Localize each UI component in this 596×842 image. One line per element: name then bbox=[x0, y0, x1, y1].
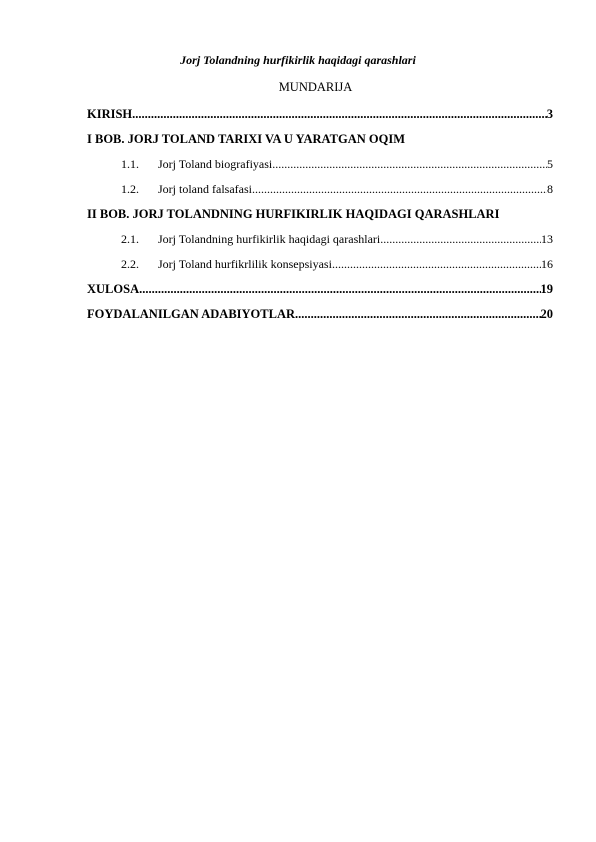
dot-leader bbox=[295, 302, 540, 327]
toc-page-number: 13 bbox=[541, 232, 553, 246]
table-of-contents bbox=[87, 102, 553, 327]
toc-heading: MUNDARIJA bbox=[278, 80, 353, 94]
toc-chapter-2 bbox=[87, 202, 553, 227]
document-title: Jorj Tolandning hurfikirlik haqidagi qarashlari bbox=[180, 53, 416, 67]
dot-leader bbox=[380, 227, 541, 252]
toc-entry-label: FOYDALANILGAN ADABIYOTLAR bbox=[87, 307, 296, 321]
toc-section-2-2 bbox=[87, 252, 553, 277]
dot-leader bbox=[139, 277, 540, 302]
toc-page-number: 8 bbox=[547, 182, 553, 196]
toc-section-number: 1.1. bbox=[121, 157, 139, 171]
dot-leader bbox=[132, 102, 547, 127]
toc-chapter-label: I BOB. JORJ TOLAND TARIXI VA U YARATGAN OQIM bbox=[87, 132, 406, 146]
toc-entry-label: Jorj Toland biografiyasi bbox=[158, 157, 273, 171]
toc-entry-label: Jorj Tolandning hurfikirlik haqidagi qarashlari bbox=[158, 232, 381, 246]
toc-section-1-1 bbox=[87, 152, 553, 177]
toc-section-number: 2.1. bbox=[121, 232, 139, 246]
toc-section-2-1 bbox=[87, 227, 553, 252]
toc-chapter-label: II BOB. JORJ TOLANDNING HURFIKIRLIK HAQIDAGI QARASHLARI bbox=[87, 207, 500, 221]
toc-entry-references bbox=[87, 302, 553, 327]
toc-entry-label: Jorj toland falsafasi bbox=[158, 182, 252, 196]
toc-entry-conclusion bbox=[87, 277, 553, 302]
toc-entry-label: XULOSA bbox=[87, 282, 140, 296]
dot-leader bbox=[252, 177, 547, 202]
toc-chapter-1 bbox=[87, 127, 553, 152]
toc-page-number: 20 bbox=[540, 307, 553, 321]
toc-page-number: 19 bbox=[540, 282, 553, 296]
toc-entry-label: KIRISH bbox=[87, 107, 133, 121]
dot-leader bbox=[332, 252, 541, 277]
dot-leader bbox=[272, 152, 547, 177]
toc-page-number: 16 bbox=[541, 257, 553, 271]
toc-section-number: 1.2. bbox=[121, 182, 139, 196]
toc-entry-intro bbox=[87, 102, 553, 127]
toc-section-1-2 bbox=[87, 177, 553, 202]
toc-section-number: 2.2. bbox=[121, 257, 139, 271]
toc-entry-label: Jorj Toland hurfikrlilik konsepsiyasi bbox=[158, 257, 332, 271]
toc-page-number: 5 bbox=[547, 157, 553, 171]
toc-page-number: 3 bbox=[546, 107, 553, 121]
